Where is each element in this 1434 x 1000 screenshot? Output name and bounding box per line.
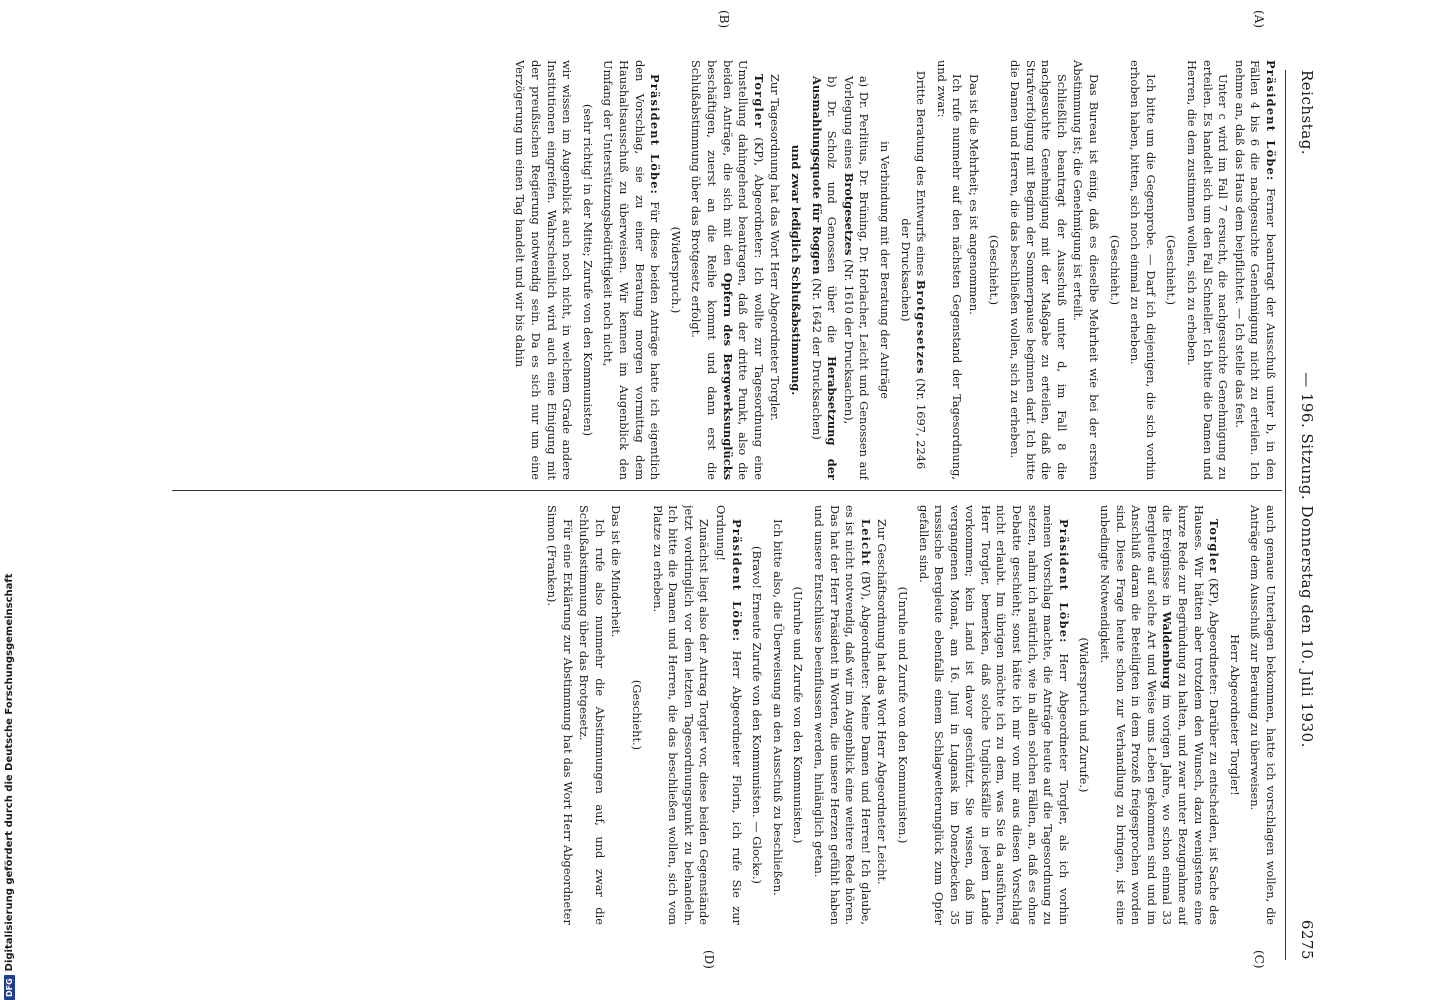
emphasis: Waldenburg <box>1160 611 1175 689</box>
column-divider <box>172 490 1282 491</box>
speaker-name: Präsident Löbe: <box>1056 519 1071 644</box>
header-rule <box>1285 70 1286 960</box>
paragraph: wir wissen im Augenblick auch noch nicht, in welchem Grade andere Institutionen eingreifen. Wahrscheinlich wird auch eine Einigung mit der preußischen Regierung notwendig sein. Da es sich nur um eine Verzögerung um einen Tag handelt und wir bis dahin <box>513 60 575 480</box>
agenda-text: (Nr. 1697, 2246 der Drucksachen) <box>898 218 929 470</box>
speaker-name: Präsident Löbe: <box>1264 60 1278 182</box>
agenda-item: in Verbindung mit der Beratung der Anträge <box>877 141 892 399</box>
paragraph: Für eine Erklärung zur Abstimmung hat das Wort Herr Abgeordneter Simon (Franken). <box>545 505 575 925</box>
speaker-name: Leicht <box>858 519 873 567</box>
paragraph: Herr Abgeordneter Torgler! <box>1227 634 1242 796</box>
margin-marker-b: (B) <box>717 10 731 29</box>
agenda-text: (Nr. 1642 der Drucksachen) <box>809 278 824 440</box>
stage-direction: (Geschieht.) <box>1107 234 1122 306</box>
paragraph <box>915 505 1071 925</box>
page-header <box>1286 70 1326 960</box>
paragraph <box>712 505 743 925</box>
credit-text: Digitalisierung gefördert durch die Deutsche Forschungsgemeinschaft <box>4 573 15 972</box>
stage-direction: (Unruhe und Zurufe von den Kommunisten.) <box>895 586 910 844</box>
margin-marker-c: (C) <box>1252 950 1266 969</box>
paragraph: Ich bitte also, die Überweisung an den Ausschuß zu beschließen. <box>770 519 785 896</box>
stage-direction: (Geschieht.) <box>987 234 1002 306</box>
speaker-name: Präsident Löbe: <box>648 74 663 196</box>
stage-direction: (Bravo! Erneute Zurufe von den Kommunisten. — Glocke.) <box>750 546 765 884</box>
paragraph: Das ist die Mehrheit; es ist angenommen. <box>966 74 981 315</box>
agenda-text: b) Dr. Scholz und Genossen über die <box>825 76 840 344</box>
agenda-note: und zwar lediglich Schlußabstimmung. <box>788 144 803 396</box>
paragraph <box>810 505 872 925</box>
agenda-item <box>897 60 928 480</box>
stage-direction: (Unruhe und Zurufe von den Kommunisten.) <box>791 586 806 844</box>
dfg-logo-icon: DFG <box>4 975 15 1000</box>
stage-direction: (Geschieht.) <box>1164 234 1179 306</box>
paragraph <box>1231 60 1278 480</box>
paragraph <box>600 60 662 480</box>
paragraph: Das Bureau ist einig, daß es dieselbe Mehrheit wie bei der ersten Abstimmung ist; die Genehmigung ist erteilt. <box>1071 60 1102 480</box>
speech-text: im vorigen Jahre, wo schon einmal 33 Bergleute auf solche Art und Weise ums Leben gekommen sind und im Anschluß daran die Beteiligten in dem Prozeß freigesprochen worden sind. Diese Frage heute schon zur Verhandlung zu bringen, ist eine unbedingte Notwendigkeit. <box>1098 505 1175 925</box>
paragraph: Zur Geschäftsordnung hat das Wort Herr Abgeordneter Leicht. <box>875 519 890 885</box>
left-column <box>178 60 1278 480</box>
agenda-text: a) Dr. Perlitius, Dr. Brüning, Dr. Horlacher, Leicht und Genossen auf Vorlegung eines <box>841 76 872 480</box>
speech-text: beschäftigen, zuerst an die Reihe kommt und dann erst die Schlußabstimmung über das Brotgesetz erfolgt. <box>689 60 719 480</box>
agenda-subitem <box>840 60 871 480</box>
speech-text: Herr Abgeordneter Florin, ich rufe Sie zur Ordnung! <box>714 505 744 925</box>
paragraph: Zunächst liegt also der Antrag Torgler vor, diese beiden Gegenstände jetzt vordringlich vor dem letzten Tagesordnungspunkt zu behandeln. Ich bitte die Damen und Herren, die das beschließen wollen, sich vom Platze zu erheben. <box>650 505 712 925</box>
right-column <box>178 505 1278 925</box>
speech-text: Ferner beantragt der Ausschuß unter b, in den Fällen 4 bis 6 die nachgesuchte Genehmigung nicht zu erteilen. Ich nehme an, daß das Haus dem beipflichtet. — Ich stelle das fest. <box>1232 60 1278 480</box>
speech-text: Für diese beiden Anträge hatte ich eigentlich den Vorschlag, sie zu einer Beratung morgen vormittag dem Haushaltsausschuß zu überweisen. Wir kennen im Augenblick den Umfang der Unterstützungsbedürftigkeit noch nicht, <box>601 60 663 480</box>
agenda-subitem <box>808 60 839 480</box>
agenda-text: (Nr. 1610 der Drucksachen), <box>841 259 856 425</box>
speech-text: (KP), Abgeordneter: Ich wollte zur Tagesordnung eine Umstellung dahingehend beantragen, daß der dritte Punkt, also die beiden Anträge, die sich mit den <box>720 60 766 480</box>
speech-text: (KP), Abgeordneter: Darüber zu entscheiden, ist Sache des Hauses. Wir hätten aber trotzdem den Wunsch, dazu wenigstens eine kurze Rede zur Begründung zu halten, und zwar unter Bezugnahme auf die Ereignisse in <box>1160 505 1222 925</box>
document-page <box>96 0 1326 1000</box>
stage-direction: (Widerspruch.) <box>668 226 683 314</box>
speech-text: Herr Abgeordneter Torgler, als ich vorhin meinen Vorschlag machte, die Anträge heute auf die Tagesordnung zu setzen, nahm ich natürlich, wie in allen solchen Fällen, an, daß es ohne Debatte geschieht; sonst hätte ich mir von mir aus diesen Vorschlag nicht erlaubt. Im übrigen möchte ich zu dem, was Sie da ausführen, Herr Torgler, bemerken, daß solche Unglücksfälle in jedem Lande vorkommen; kein Land ist davor geschützt. Sie wissen, daß im vergangenen Monat, am 16. Juni in Lugansk im Donezbecken 35 russische Bergleute ebenfalls einem Schlagwetterunglück zum Opfer gefallen sind. <box>916 505 1071 925</box>
page-number: 6275 <box>1298 919 1316 960</box>
paragraph: Zur Tagesordnung hat das Wort Herr Abgeordneter Torgler. <box>768 74 783 421</box>
paragraph: Ich rufe nunmehr auf den nächsten Gegenstand der Tagesordnung, und zwar: <box>934 60 965 480</box>
header-center: — 196. Sitzung. Donnerstag den 10. Juli 1930. <box>1298 372 1316 748</box>
stage-direction: (sehr richtig! in der Mitte; Zurufe von den Kommunisten) <box>580 103 595 437</box>
stage-direction: (Geschieht.) <box>630 679 645 751</box>
paragraph: Das ist die Minderheit. <box>609 505 624 638</box>
paragraph: Ich rufe also nunmehr die Abstimmungen auf, und zwar die Schlußabstimmung über das Brotgesetz. <box>577 505 607 925</box>
header-left: Reichstag. <box>1298 70 1316 156</box>
paragraph: Unter c wird im Fall 7 ersucht, die nachgesuchte Genehmigung zu erteilen. Es handelt sich um den Fall Schneller. Ich bitte die Damen und Herren, die dem zustimmen wollen, sich zu erheben. <box>1185 60 1231 480</box>
paragraph: Schließlich beantragt der Ausschuß unter d, im Fall 8 die nachgesuchte Genehmigung mit der Maßgabe zu erteilen, daß die Strafverfolgung mit Beginn der Sommerpause beginnen darf. Ich bitte die Damen und Herren, die das beschließen wollen, sich zu erheben. <box>1008 60 1069 480</box>
stage-direction: (Widerspruch und Zurufe.) <box>1077 637 1092 793</box>
agenda-text: Dritte Beratung des Entwurfs eines <box>914 70 929 277</box>
margin-marker-d: (D) <box>702 950 716 969</box>
agenda-title: Brotgesetzes <box>841 172 856 256</box>
speaker-name: Torgler <box>1207 519 1222 574</box>
digitization-credit <box>4 573 15 1000</box>
speech-text: (BV), Abgeordneter: Meine Damen und Herren! Ich glaube, es ist nicht notwendig, daß wir im Augenblick eine weitere Rede hören. Das hat der Herr Präsident in Worten, die unsere Herzen gefühlt haben und unsere Entschlüsse beeinflussen werden, hinlänglich getan. <box>811 505 873 925</box>
paragraph: auch genaue Unterlagen bekommen, hatte ich vorschlagen wollen, die Anträge dem Ausschuß zur Beratung zu überweisen. <box>1248 505 1278 925</box>
emphasis: Opfern des Bergwerksunglücks <box>720 272 735 480</box>
margin-marker-a: (A) <box>1252 10 1266 29</box>
agenda-title: Herabsetzung der Ausmahlungsquote für Roggen <box>809 76 840 480</box>
speaker-name: Präsident Löbe: <box>729 519 744 643</box>
paragraph: Ich bitte um die Gegenprobe. — Darf ich diejenigen, die sich vorhin erhoben haben, bitten, sich noch einmal zu erheben. <box>1128 60 1158 480</box>
paragraph <box>688 60 766 480</box>
paragraph <box>1096 505 1221 925</box>
speaker-name: Torgler <box>751 74 766 129</box>
agenda-title: Brotgesetzes <box>914 279 929 375</box>
